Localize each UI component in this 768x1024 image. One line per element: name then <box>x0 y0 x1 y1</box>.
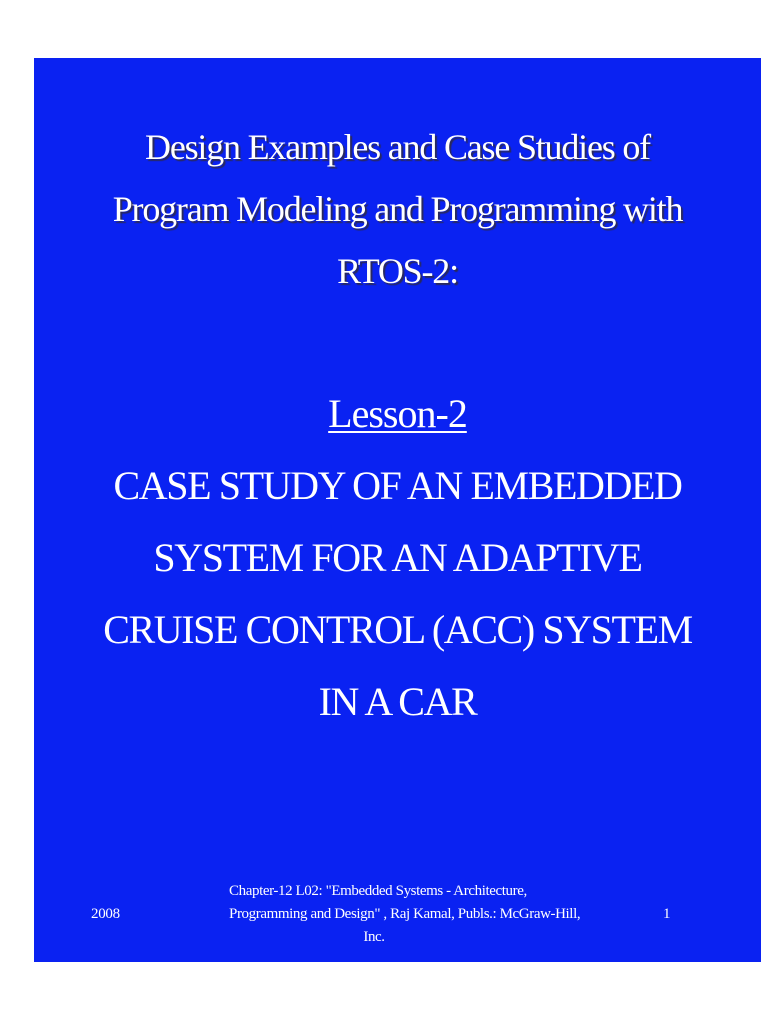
title-line: RTOS-2: <box>337 251 458 291</box>
citation-line: Chapter-12 L02: "Embedded Systems - Architecture, <box>229 883 527 899</box>
page-number: 1 <box>663 906 671 922</box>
citation-line: Programming and Design" , Raj Kamal, Publs.: McGraw-Hill, <box>229 906 581 922</box>
slide-title <box>34 116 761 302</box>
subtitle-line: SYSTEM FOR AN ADAPTIVE <box>153 535 642 580</box>
title-line: Program Modeling and Programming with <box>112 189 683 229</box>
slide-subtitle <box>34 450 761 738</box>
title-line: Design Examples and Case Studies of <box>145 127 650 167</box>
citation-line: Inc. <box>363 929 385 945</box>
subtitle-line: IN A CAR <box>318 679 477 724</box>
subtitle-line: CRUISE CONTROL (ACC) SYSTEM <box>103 607 692 652</box>
lesson-heading: Lesson-2 <box>328 391 467 436</box>
footer-citation <box>229 880 581 949</box>
footer-year: 2008 <box>91 906 120 922</box>
slide <box>34 58 761 962</box>
subtitle-line: CASE STUDY OF AN EMBEDDED <box>113 463 682 508</box>
